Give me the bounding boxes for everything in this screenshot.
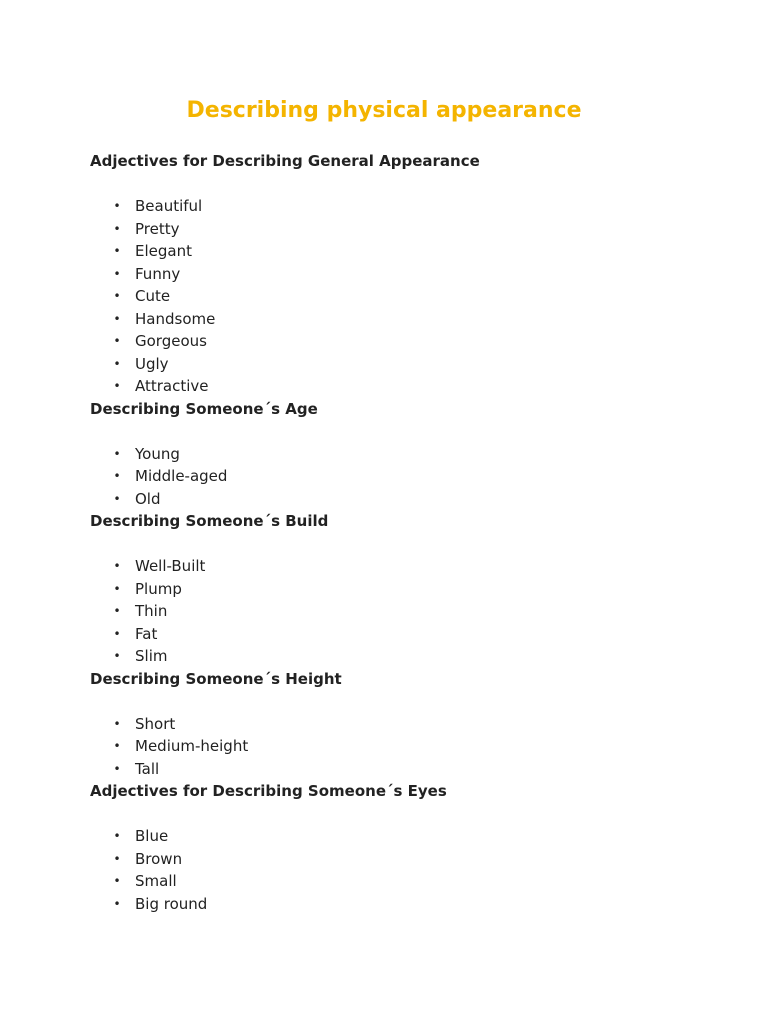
bullet-list: [90, 825, 730, 915]
section-heading: Describing Someone´s Age: [90, 399, 318, 418]
bullet-icon: •: [113, 649, 121, 663]
list-item: [90, 713, 730, 736]
list-item-label: Brown: [135, 849, 183, 868]
list-item: [90, 443, 730, 466]
list-item: [90, 825, 730, 848]
list-item-label: Old: [135, 489, 161, 508]
bullet-icon: •: [113, 829, 121, 843]
bullet-icon: •: [113, 626, 121, 641]
list-item-label: Medium-height: [135, 737, 249, 755]
list-item: [90, 263, 730, 286]
list-item-label: Young: [135, 444, 180, 463]
list-item: [90, 578, 730, 601]
bullet-list: [90, 195, 730, 398]
section-heading: Adjectives for Describing Someone´s Eyes: [90, 782, 447, 800]
section-heading: Adjectives for Describing General Appearance: [90, 152, 480, 170]
section-heading: Describing Someone´s Build: [90, 512, 329, 530]
list-item: [90, 735, 730, 758]
bullet-list: [90, 555, 730, 668]
list-item-label: Fat: [135, 624, 158, 643]
list-item-label: Small: [135, 872, 177, 890]
list-item: [90, 240, 730, 263]
bullet-icon: •: [113, 559, 121, 573]
list-item-label: Plump: [135, 579, 182, 598]
list-item-label: Well-Built: [135, 557, 206, 575]
list-item-label: Handsome: [135, 309, 216, 328]
list-item: [90, 758, 730, 781]
list-item-label: Pretty: [135, 219, 180, 238]
section: [90, 668, 730, 781]
bullet-icon: •: [113, 356, 121, 371]
list-item: [90, 195, 730, 218]
page-title: Describing physical appearance: [186, 98, 582, 123]
bullet-icon: •: [113, 311, 121, 326]
section: [90, 510, 730, 668]
list-item-label: Funny: [135, 264, 181, 283]
section: [90, 780, 730, 915]
bullet-icon: •: [113, 716, 121, 731]
bullet-icon: •: [113, 469, 121, 483]
list-item: [90, 353, 730, 376]
list-item-label: Gorgeous: [135, 332, 207, 350]
bullet-icon: •: [113, 446, 121, 461]
list-item: [90, 465, 730, 488]
section-heading: Describing Someone´s Height: [90, 669, 342, 688]
list-item-label: Blue: [135, 827, 169, 845]
list-item: [90, 488, 730, 511]
list-item-label: Elegant: [135, 242, 192, 260]
list-item-label: Slim: [135, 647, 168, 665]
section: [90, 398, 730, 511]
section: [90, 150, 730, 398]
list-item-label: Ugly: [135, 354, 169, 373]
list-item: [90, 848, 730, 871]
list-item: [90, 600, 730, 623]
list-item: [90, 285, 730, 308]
list-item-label: Beautiful: [135, 197, 203, 215]
list-item: [90, 218, 730, 241]
bullet-icon: •: [113, 604, 121, 618]
bullet-icon: •: [113, 289, 121, 303]
list-item-label: Tall: [135, 759, 160, 778]
list-item-label: Big round: [135, 894, 208, 913]
document-body: [90, 150, 730, 915]
list-item-label: Thin: [135, 602, 168, 620]
list-item: [90, 555, 730, 578]
list-item: [90, 375, 730, 398]
bullet-icon: •: [113, 334, 121, 348]
bullet-icon: •: [113, 244, 121, 258]
bullet-icon: •: [113, 491, 121, 506]
bullet-icon: •: [113, 739, 121, 753]
bullet-icon: •: [113, 199, 121, 213]
list-item: [90, 893, 730, 916]
bullet-list: [90, 443, 730, 511]
list-item-label: Cute: [135, 287, 171, 305]
bullet-icon: •: [113, 221, 121, 236]
list-item-label: Middle-aged: [135, 467, 228, 485]
list-item-label: Short: [135, 714, 176, 733]
list-item: [90, 645, 730, 668]
list-item: [90, 330, 730, 353]
bullet-list: [90, 713, 730, 781]
bullet-icon: •: [113, 379, 121, 393]
bullet-icon: •: [113, 896, 121, 911]
bullet-icon: •: [113, 266, 121, 281]
bullet-icon: •: [113, 874, 121, 888]
list-item: [90, 623, 730, 646]
list-item: [90, 308, 730, 331]
list-item: [90, 870, 730, 893]
bullet-icon: •: [113, 851, 121, 866]
list-item-label: Attractive: [135, 377, 209, 395]
bullet-icon: •: [113, 581, 121, 596]
bullet-icon: •: [113, 761, 121, 776]
